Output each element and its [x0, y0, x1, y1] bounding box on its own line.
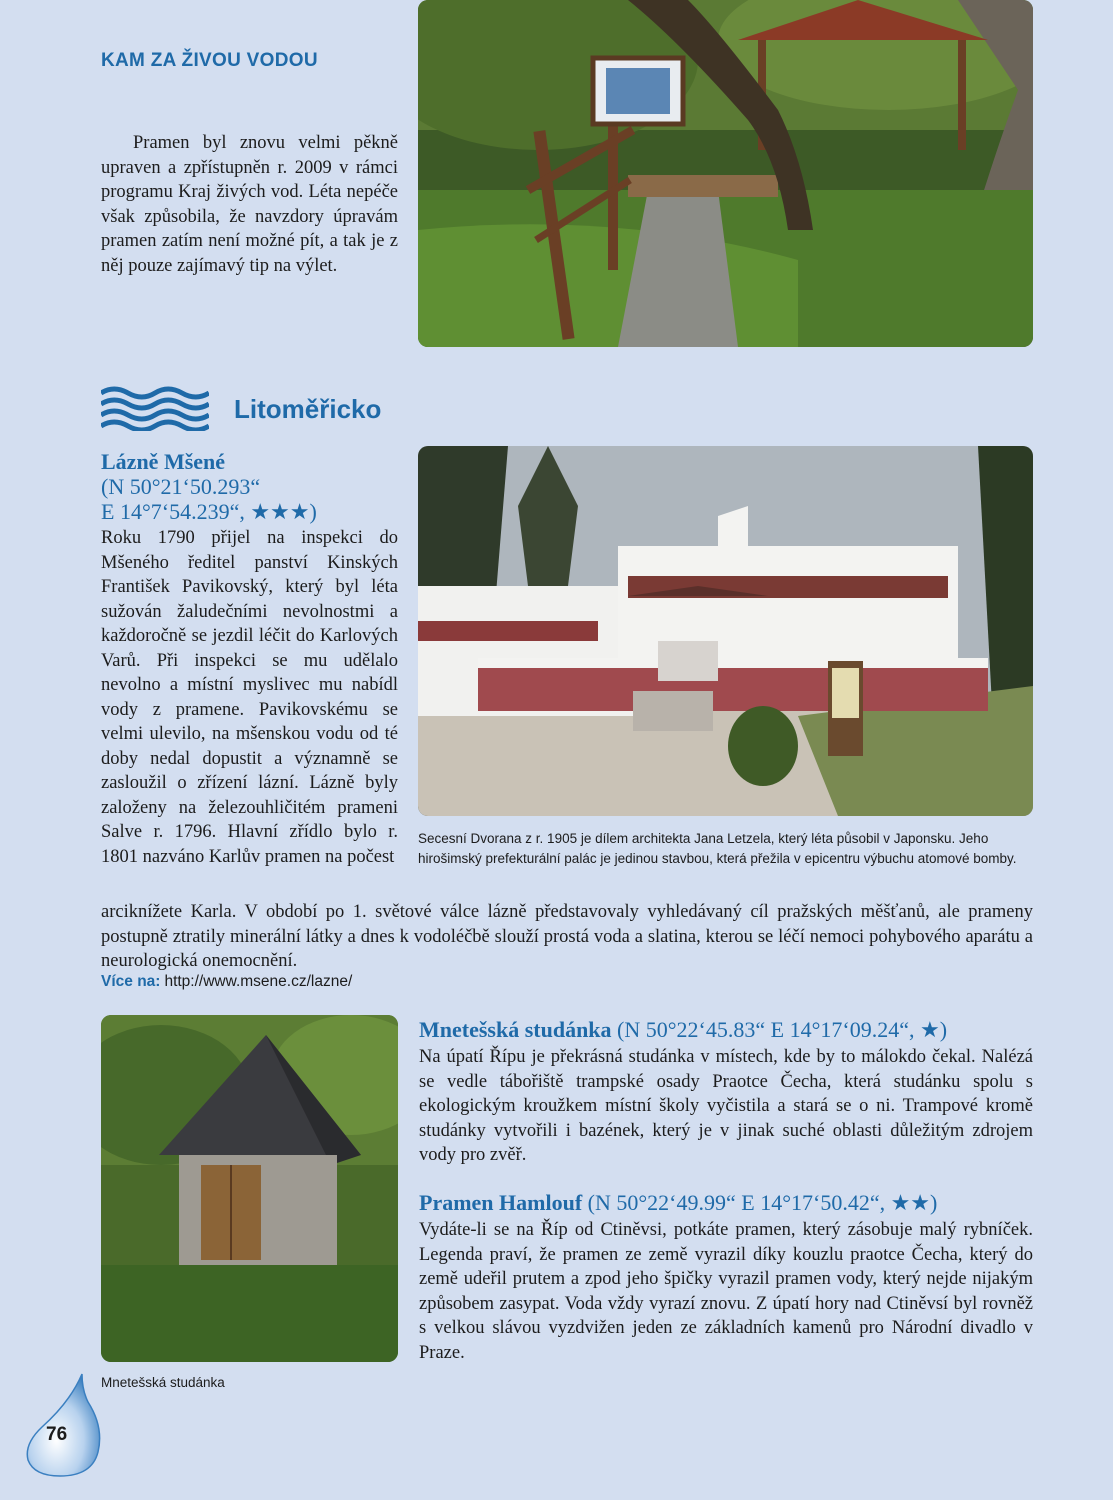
page-number: 76 — [46, 1424, 68, 1445]
msene-heading — [101, 449, 401, 524]
hamlouf-heading — [419, 1189, 1033, 1217]
spa-photo-caption: Secesní Dvorana z r. 1905 je dílem architekta Jana Letzela, který léta působil v Japonsku. Jeho hirošimský prefekturální palác je jedinou stavbou, která přežila v epicentru výbuchu atomové bomby. — [418, 831, 1017, 866]
hamlouf-text: Vydáte-li se na Říp od Ctiněvsi, potkáte pramen, který zásobuje malý rybníček. Legenda praví, že pramen ze země vyrazil díky kouzlu praotce Čecha, který do země udeřil prutem a zpod jeho špičky vyrazil pramen vody, který nejde nijakým způsobem zasypat. Voda vždy vyrazí znovu. Z úpatí hory nad Ctiněvsí byl rovněž s velkou slávou vyzdvižen jeden ze základních kamenů pro Národní divadlo v Praze. — [419, 1220, 1033, 1363]
intro-paragraph: Pramen byl znovu velmi pěkně upraven a zpřístupněn r. 2009 v rámci programu Kraj živých vod. Léta nepéče však způsobila, že navzdory úpravám pramen zatím není možné pít, a tak je z něj pouze zajímavý tip na výlet. — [101, 133, 398, 276]
spring-footbridge-photo — [418, 0, 1033, 347]
waves-icon — [101, 385, 209, 431]
more-label: Více na: — [101, 973, 161, 990]
msene-name: Lázně Mšené — [101, 449, 226, 474]
msene-text-full: arciknížete Karla. V období po 1. světové válce lázně představovaly vyhledávaný cíl pražských měšťanů, ale prameny postupně ztratily minerální látky a dnes k vodoléčbě slouží prostá voda a slatina, kterou se léčí nemoci pohybového aparátu a neurologická onemocnění. — [101, 902, 1033, 971]
mnetes-heading — [419, 1016, 1033, 1044]
msene-text-column: Roku 1790 přijel na inspekci do Mšeného ředitel panství Kinských František Pavikovský, který byl léta sužován žaludečními nevolnostmi a každoročně se jezdil léčit do Karlových Varů. Při inspekci se mu udělalo nevolno a místní myslivec mu nabídl vody z pramene. Pavikovskému se velmi ulevilo, na mšenskou vodu od té doby nedal dopustit a významně se zasloužil o zřízení lázní. Lázně byly založeny na železouhličitém prameni Salve r. 1796. Hlavní zřídlo bylo r. 1801 nazváno Karlův pramen na počest — [101, 528, 398, 867]
msene-coords-line2: E 14°7‘54.239“, ★★★) — [101, 499, 317, 524]
hamlouf-coords: (N 50°22‘49.99“ E 14°17‘50.42“, ★★) — [587, 1190, 938, 1215]
mnetes-text: Na úpatí Řípu je překrásná studánka v místech, kde by to málokdo čekal. Nalézá se vedle tábořiště trampské osady Praotce Čecha, která studánku spolu s ekologickým kroužkem místní školy vyčistila a stará se o ni. Trampové kromě studánky vytvořili i bazének, který je v jinak suché oblasti důležitým zdrojem vody pro zvěř. — [419, 1047, 1033, 1165]
well-photo-caption: Mnetešská studánka — [101, 1375, 225, 1390]
mnetes-coords: (N 50°22‘45.83“ E 14°17‘09.24“, ★) — [617, 1017, 948, 1042]
spa-building-photo — [418, 446, 1033, 816]
msene-coords-line1: (N 50°21‘50.293“ — [101, 474, 261, 499]
more-url-link[interactable]: http://www.msene.cz/lazne/ — [164, 973, 353, 990]
running-title: KAM ZA ŽIVOU VODOU — [101, 50, 318, 71]
hamlouf-name: Pramen Hamlouf — [419, 1190, 583, 1215]
section-title: Litoměřicko — [234, 394, 382, 424]
mnetes-name: Mnetešská studánka — [419, 1017, 612, 1042]
well-house-photo — [101, 1015, 398, 1362]
more-info-line — [101, 973, 352, 991]
